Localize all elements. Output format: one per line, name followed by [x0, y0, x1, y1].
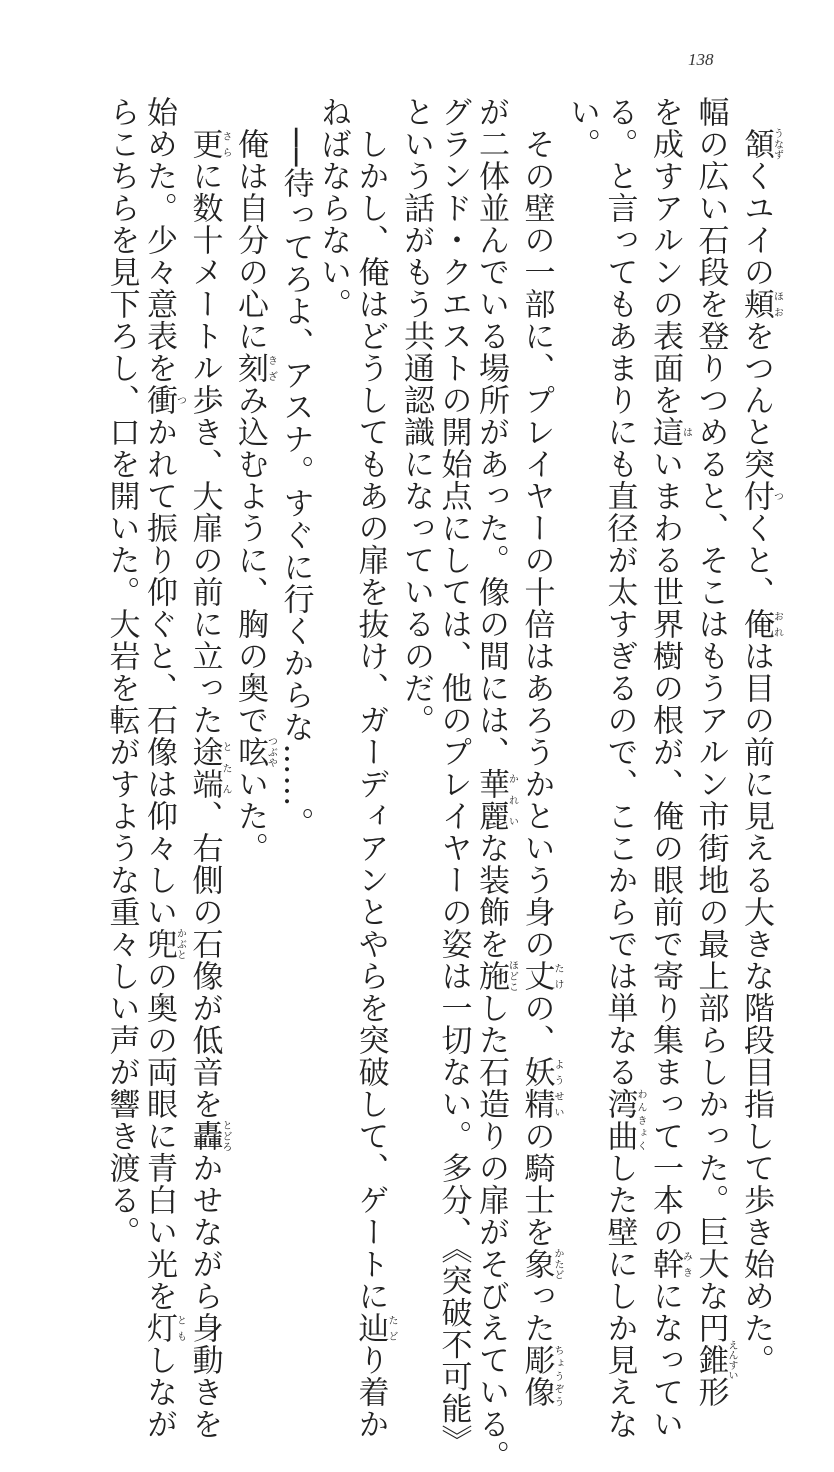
text-line: 頷うなずくユイの頬ほおをつんと突付つくと、俺おれは目の前に見える大きな階段目指して歩き始めた。: [738, 128, 783, 1376]
text-line: ねばならない。: [315, 96, 351, 320]
text-line: その壁の一部に、プレイヤーの十倍はあろうかという身の丈たけの、妖精ようせいの騎士を象かたどった彫像ちょうぞう: [518, 96, 563, 1408]
furigana: 妖精ようせい: [518, 1056, 563, 1120]
furigana: 更さら: [186, 128, 231, 160]
furigana: 錐えんすい: [692, 1340, 737, 1380]
furigana: 丈たけ: [518, 960, 563, 992]
furigana: 華麗かれい: [473, 768, 518, 832]
furigana: 付つ: [738, 480, 783, 512]
furigana: 衝つ: [141, 384, 186, 416]
furigana: 施ほどこ: [473, 960, 518, 992]
furigana: 刻きざ: [232, 352, 277, 384]
text-line: 俺は自分の心に刻きざみ込むように、胸の奥で呟つぶやいた。: [232, 96, 277, 864]
furigana: 象かたど: [518, 1248, 563, 1280]
text-line: という話がもう共通認識になっているのだ。: [398, 96, 434, 736]
text-line: しかし、俺はどうしてもあの扉を抜け、ガーディアンとやらを突破して、ゲートに辿たどり着か: [352, 96, 397, 1440]
page-number: 138: [688, 50, 714, 69]
furigana: 轟とどろ: [186, 1120, 231, 1152]
furigana: 頷うなず: [738, 128, 783, 160]
text-line: らこちらを見下ろし、口を開いた。大岩を転がすような重々しい声が響き渡る。: [103, 96, 140, 1248]
novel-text-block: [102, 96, 783, 1472]
text-line: 幅の広い石段を登りつめると、そこはもうアルン市街地の最上部らしかった。巨大な円錐えんすい形: [692, 96, 737, 1408]
text-line: ──待ってろよ、アスナ。すぐに行くからな……。: [277, 96, 314, 840]
furigana: 這は: [647, 416, 692, 448]
furigana: 兜かぶと: [141, 928, 186, 960]
text-line: る。と言ってもあまりにも直径が太すぎるので、ここからでは単なる湾曲わんきょくした壁にしか見えな: [601, 96, 646, 1440]
text-line: が二体並んでいる場所があった。像の間には、華麗かれいな装飾を施ほどこした石造りの扉がそびえている。: [473, 96, 518, 1472]
text-line: を成すアルンの表面を這はいまわる世界樹の根が、俺の眼前で寄り集まって一本の幹みきになってい: [647, 96, 692, 1440]
text-line: い。: [564, 96, 600, 160]
text-line: 更さらに数十メートル歩き、大扉の前に立った途端とたん、右側の石像が低音を轟とどろかせながら身動きを: [186, 128, 231, 1440]
furigana: 俺おれ: [738, 608, 783, 640]
furigana: 辿たど: [352, 1312, 397, 1344]
furigana: 途端とたん: [186, 736, 231, 800]
text-line: グランド・クエストの開始点にしては、他のプレイヤーの姿は一切ない。多分、《突破不可能》: [435, 96, 472, 1457]
text-line: 始めた。少々意表を衝つかれて振り仰ぐと、石像は仰々しい兜かぶとの奥の両眼に青白い光を灯ともしなが: [141, 96, 186, 1440]
furigana: 彫像ちょうぞう: [518, 1344, 563, 1408]
furigana: 湾曲わんきょく: [601, 1088, 646, 1152]
furigana: 灯とも: [141, 1312, 186, 1344]
furigana: 幹みき: [647, 1248, 692, 1280]
furigana: 頬ほお: [738, 288, 783, 320]
furigana: 呟つぶや: [232, 736, 277, 768]
